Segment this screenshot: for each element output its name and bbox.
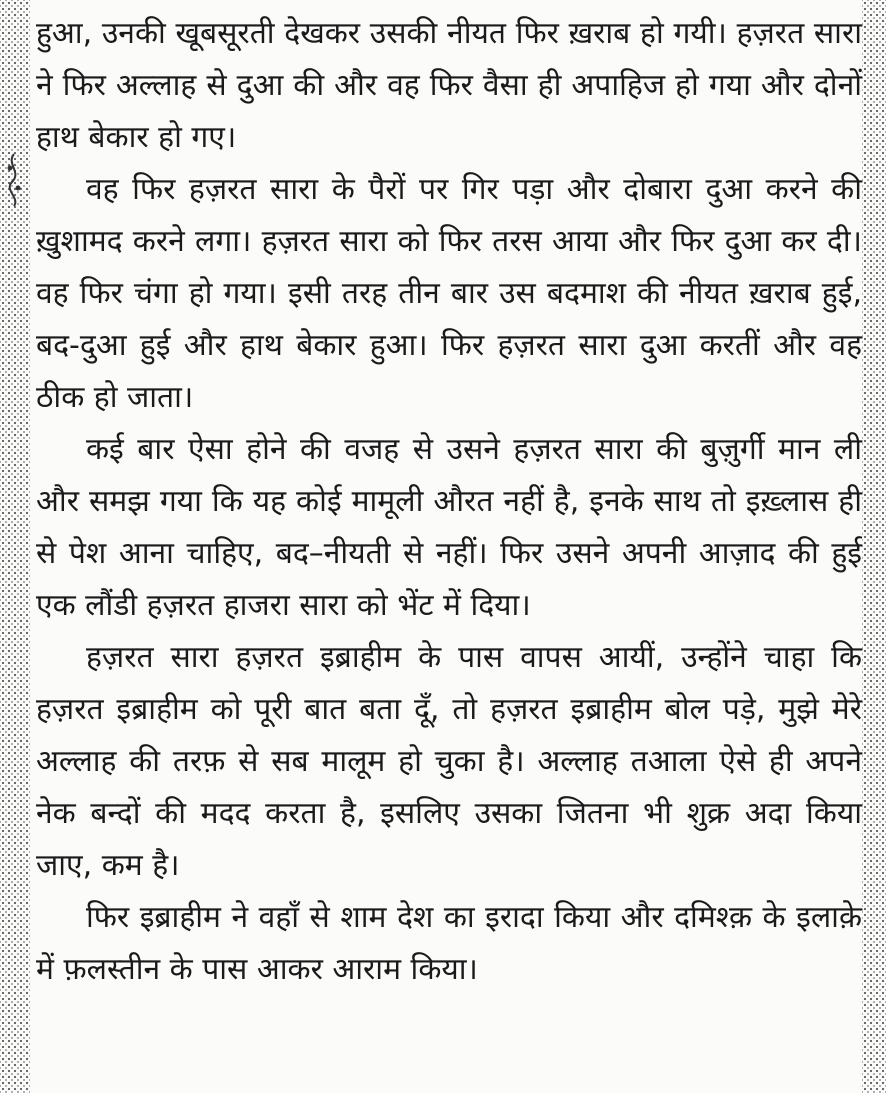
floral-ornament-icon (2, 150, 26, 210)
paragraph-4: हज़रत सारा हज़रत इब्राहीम के पास वापस आयीं, उन्होंने चाहा कि हज़रत इब्राहीम को पूरी बात बता दूँ, तो हज़रत इब्राहीम बोल पड़े, मुझे मेरे अल्लाह की तरफ़ से सब मालूम हो चुका है। अल्लाह तआला ऐसे ही अपने नेक बन्दों की मदद करता है, इसलिए उसका जितना भी शुक्र अदा किया जाए, कम है। (36, 640, 862, 883)
body-text (36, 0, 862, 996)
right-dotted-border (862, 0, 886, 1093)
paragraph-5: फिर इब्राहीम ने वहाँ से शाम देश का इरादा किया और दमिश्क़ के इलाक़े में फ़लस्तीन के पास आकर आराम किया। (36, 900, 862, 987)
paragraph-1: हुआ, उनकी खूबसूरती देखकर उसकी नीयत फिर ख़राब हो गयी। हज़रत सारा ने फिर अल्लाह से दुआ की और वह फिर वैसा ही अपाहिज हो गया और दोनों हाथ बेकार हो गए। (36, 16, 862, 155)
paragraph-2: वह फिर हज़रत सारा के पैरों पर गिर पड़ा और दोबारा दुआ करने की ख़ुशामद करने लगा। हज़रत सारा को फिर तरस आया और फिर दुआ कर दी। वह फिर चंगा हो गया। इसी तरह तीन बार उस बदमाश की नीयत ख़राब हुई, बद-दुआ हुई और हाथ बेकार हुआ। फिर हज़रत सारा दुआ करतीं और वह ठीक हो जाता। (36, 172, 862, 415)
paragraph-3: कई बार ऐसा होने की वजह से उसने हज़रत सारा की बुज़ुर्गी मान ली और समझ गया कि यह कोई मामूली औरत नहीं है, इनके साथ तो इख़्लास ही से पेश आना चाहिए, बद–नीयती से नहीं। फिर उसने अपनी आज़ाद की हुई एक लौंडी हज़रत हाजरा सारा को भेंट में दिया। (36, 432, 862, 623)
